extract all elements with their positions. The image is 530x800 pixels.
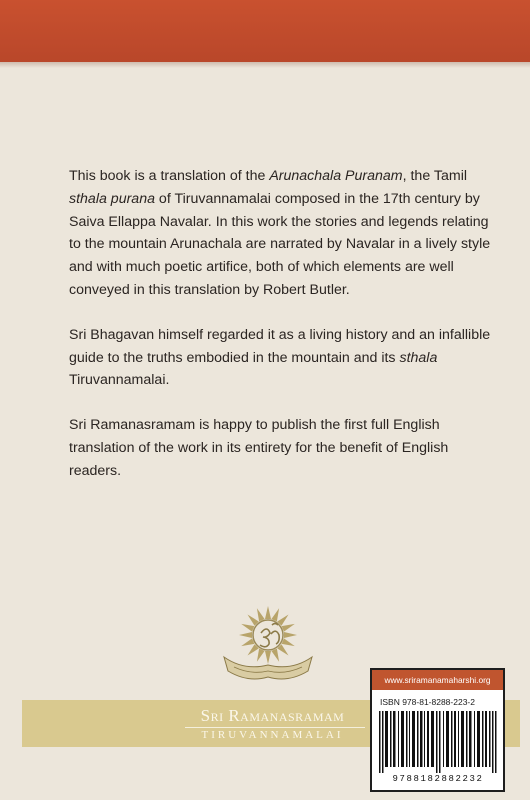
isbn-label: ISBN 978-81-8288-223-2 bbox=[380, 697, 475, 707]
publisher-divider bbox=[185, 727, 365, 728]
barcode-digits: 9788182882232 bbox=[392, 774, 484, 784]
barcode-panel bbox=[370, 668, 505, 792]
barcode-icon bbox=[379, 711, 497, 773]
publisher-name: Sri Ramanasramam bbox=[200, 706, 345, 725]
top-color-band bbox=[0, 0, 530, 62]
publisher-place: TIRUVANNAMALAI bbox=[201, 729, 344, 741]
blurb-paragraph-3: Sri Ramanasramam is happy to publish the first full English translation of the work in its entirety for the benefit of English readers. bbox=[69, 417, 449, 479]
website-url: www.sriramanamaharshi.org bbox=[372, 670, 503, 690]
blurb-paragraph-2: Sri Bhagavan himself regarded it as a living history and an infallible guide to the truths embodied in the mountain and its sthala Tiruvannamalai. bbox=[69, 326, 491, 389]
blurb-paragraph-1: This book is a translation of the Arunachala Puranam, the Tamil sthala purana of Tiruvannamalai composed in the 17th century by Saiva Ellappa Navalar. In this work the stories and legends relating to the mountain Arunachala are narrated by Navalar in a lively style and with much poetic artifice, both of which elements are well conveyed in this translation by Robert Butler. bbox=[69, 168, 491, 298]
back-cover-blurb bbox=[69, 165, 499, 505]
band-shadow bbox=[0, 62, 530, 68]
om-sunburst-emblem-icon bbox=[218, 605, 318, 689]
